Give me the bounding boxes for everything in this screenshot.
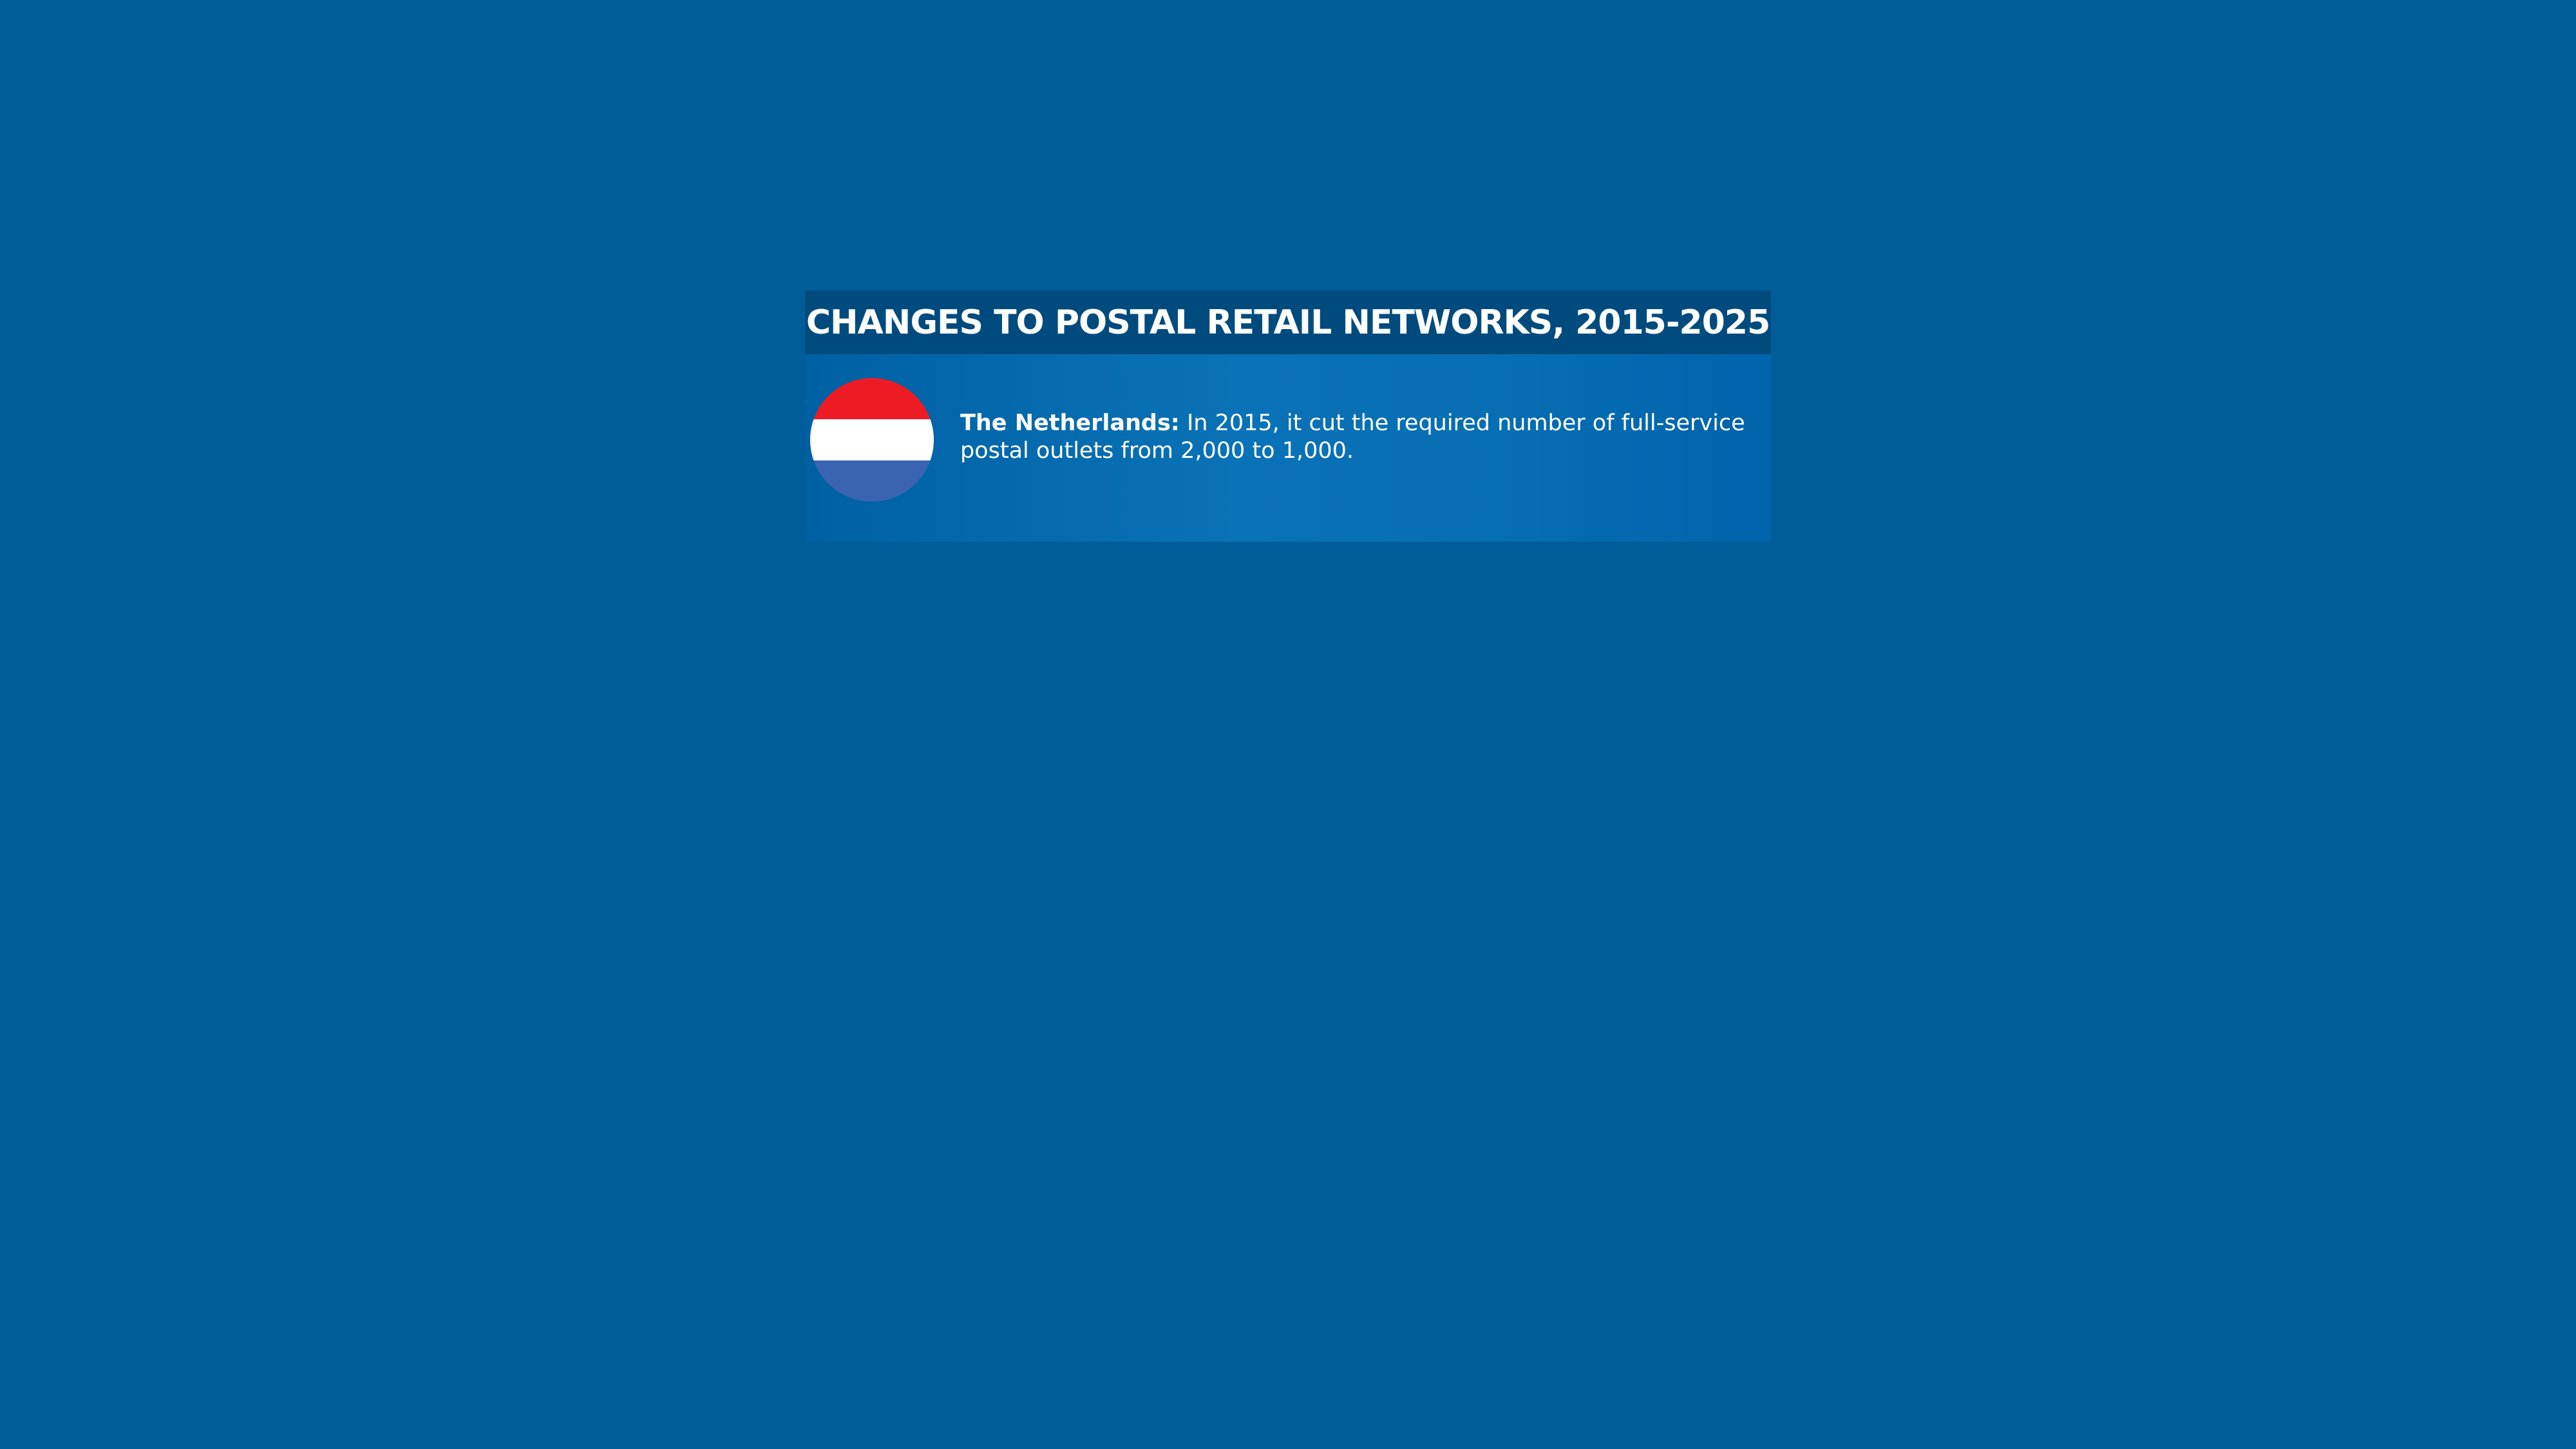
flag-stripe-blue (810, 460, 934, 502)
flag-stripe-white (810, 419, 934, 460)
flag-stripe-red (810, 378, 934, 419)
infographic-title: CHANGES TO POSTAL RETAIL NETWORKS, 2015-2025 (806, 303, 1770, 342)
entry-country: The Netherlands: (960, 410, 1180, 436)
netherlands-flag-icon (810, 378, 934, 502)
infographic-panel (805, 290, 1771, 542)
entry-description: In 2015, it cut the required number of full-service postal outlets from 2,000 to 1,000. (960, 410, 1745, 464)
title-bar (805, 290, 1771, 354)
entry-netherlands (960, 410, 1759, 465)
